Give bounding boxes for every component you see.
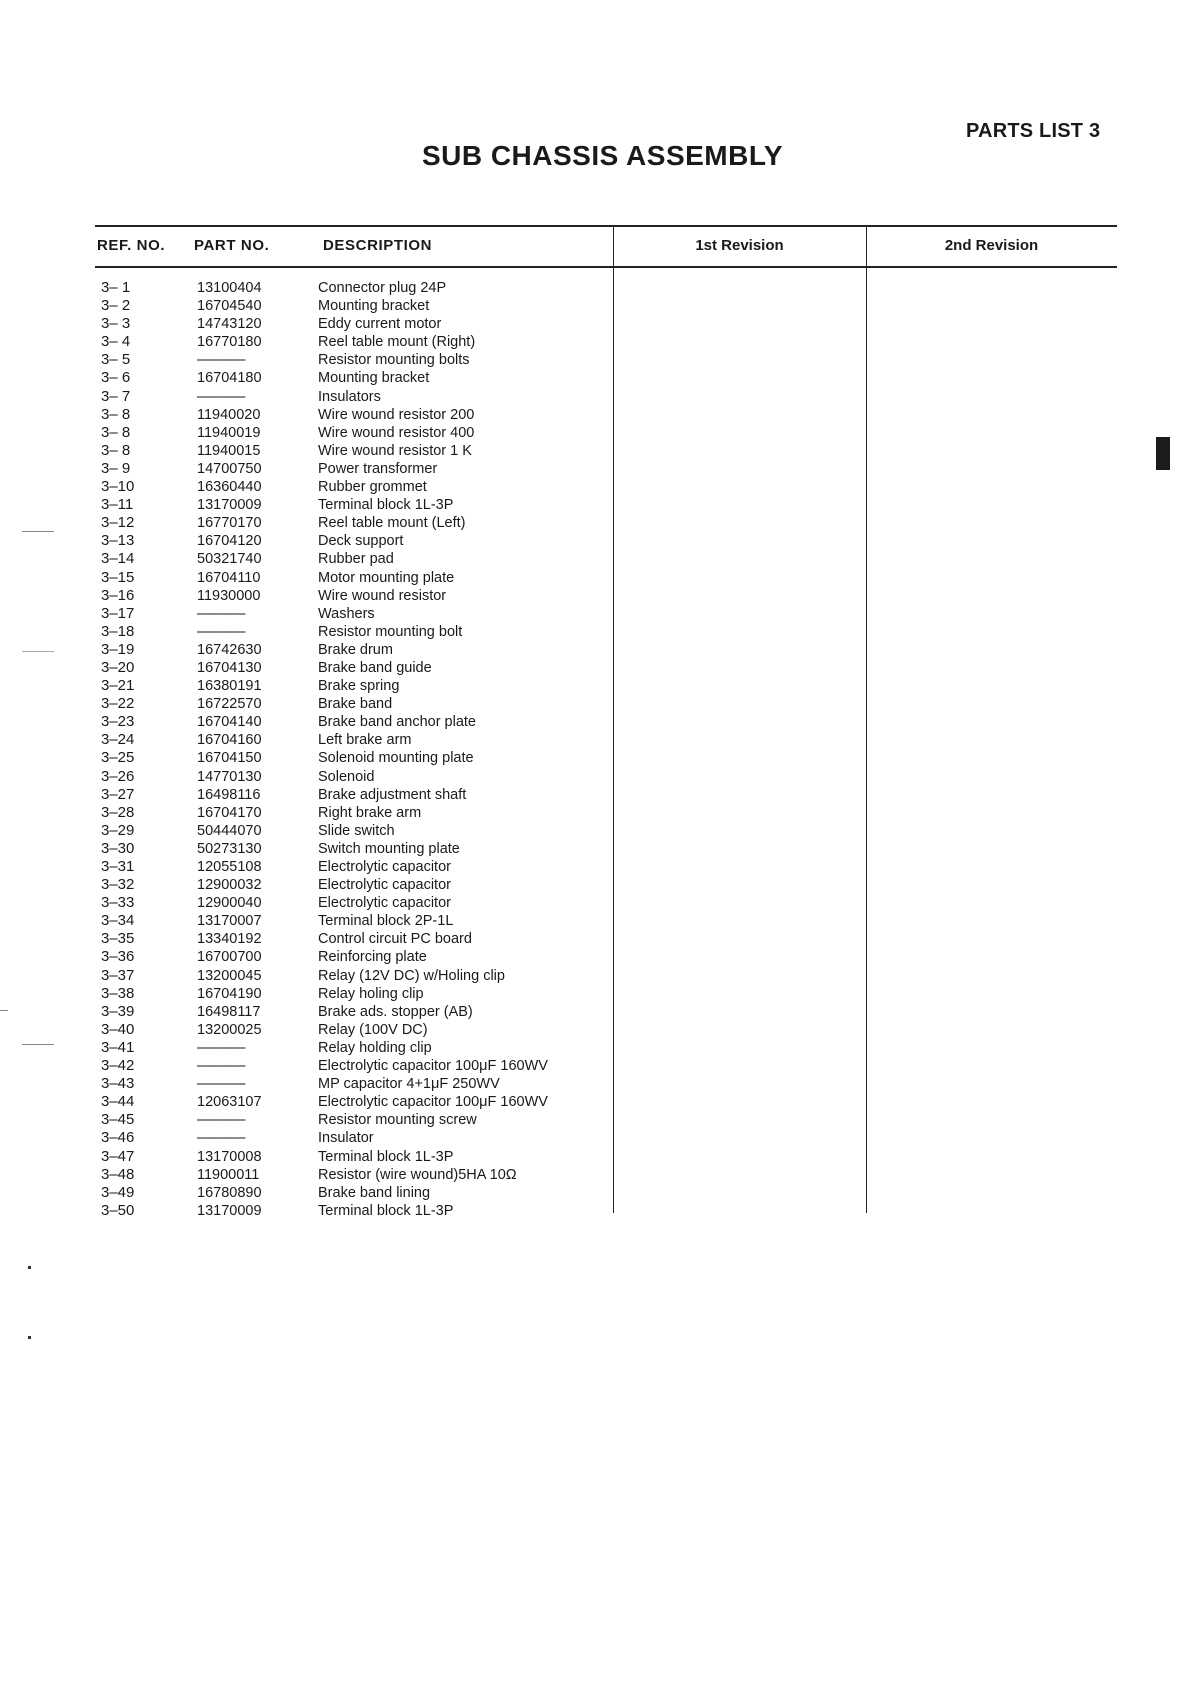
ref-no-cell: 3–34: [101, 912, 135, 930]
margin-mark: [22, 1044, 54, 1045]
table-row: [95, 1021, 613, 1039]
description-cell: Brake spring: [318, 678, 400, 695]
description-cell: Insulators: [318, 388, 381, 405]
table-row: [95, 731, 613, 749]
description-cell: Switch mounting plate: [318, 840, 460, 857]
part-no-cell: 12900032: [197, 877, 262, 894]
margin-mark: [22, 651, 54, 652]
column-header-part-no: PART NO.: [194, 237, 270, 254]
part-no-cell: ––––––: [197, 1130, 246, 1147]
ref-no-cell: 3–10: [101, 478, 135, 496]
description-cell: Left brake arm: [318, 732, 412, 749]
ref-no-cell: 3–38: [101, 984, 135, 1002]
part-no-cell: 13170008: [197, 1148, 262, 1165]
table-row: [95, 1166, 613, 1184]
part-no-cell: 11940020: [197, 406, 261, 423]
description-cell: Resistor mounting screw: [318, 1112, 477, 1129]
table-row: [95, 985, 613, 1003]
table-row: [95, 605, 613, 623]
revision-divider-2: [866, 225, 867, 1213]
description-cell: Brake band anchor plate: [318, 714, 476, 731]
ref-no-cell: 3– 3: [101, 315, 131, 333]
table-row: [95, 1093, 613, 1111]
table-row: [95, 297, 613, 315]
ref-no-cell: 3–32: [101, 876, 135, 894]
table-row: [95, 369, 613, 387]
part-no-cell: ––––––: [197, 352, 246, 369]
description-cell: Control circuit PC board: [318, 931, 472, 948]
description-cell: Rubber grommet: [318, 479, 427, 496]
description-cell: Connector plug 24P: [318, 280, 447, 296]
ref-no-cell: 3–42: [101, 1057, 135, 1075]
table-row: [95, 351, 613, 369]
table-row: [95, 388, 613, 406]
part-no-cell: 14770130: [197, 768, 262, 785]
part-no-cell: 12900040: [197, 895, 262, 912]
table-row: [95, 840, 613, 858]
table-row: [95, 749, 613, 767]
ref-no-cell: 3–45: [101, 1111, 135, 1129]
ref-no-cell: 3–16: [101, 586, 135, 604]
part-no-cell: 16498117: [197, 1003, 261, 1020]
description-cell: Right brake arm: [318, 804, 422, 821]
table-row: [95, 695, 613, 713]
part-no-cell: 16704120: [197, 533, 262, 550]
page-title: SUB CHASSIS ASSEMBLY: [421, 140, 784, 171]
ref-no-cell: 3–19: [101, 640, 135, 658]
table-top-rule: [95, 225, 1117, 227]
margin-mark: [22, 531, 54, 532]
part-no-cell: 13170007: [197, 913, 262, 930]
table-row: [95, 532, 613, 550]
ref-no-cell: 3–40: [101, 1020, 135, 1038]
ref-no-cell: 3–24: [101, 731, 135, 749]
description-cell: Mounting bracket: [318, 298, 430, 315]
part-no-cell: 11940015: [197, 442, 261, 459]
description-cell: Solenoid mounting plate: [318, 750, 474, 767]
part-no-cell: 16704140: [197, 714, 262, 731]
description-cell: Resistor mounting bolts: [318, 352, 470, 369]
description-cell: Electrolytic capacitor 100μF 160WV: [318, 1058, 548, 1075]
description-cell: Solenoid: [318, 768, 375, 785]
table-row: [95, 478, 613, 496]
ref-no-cell: 3–26: [101, 767, 135, 785]
description-cell: Mounting bracket: [318, 370, 430, 387]
column-header-description: DESCRIPTION: [323, 237, 433, 254]
description-cell: Terminal block 1L-3P: [318, 497, 454, 514]
part-no-cell: 11940019: [197, 424, 261, 441]
part-no-cell: 13170009: [197, 1202, 262, 1219]
table-row: [95, 442, 613, 460]
table-row: [95, 641, 613, 659]
description-cell: Brake band: [318, 696, 393, 713]
table-row: [95, 279, 613, 297]
table-row: [95, 496, 613, 514]
table-row: [95, 315, 613, 333]
ref-no-cell: 3– 7: [101, 387, 131, 405]
description-cell: Brake band guide: [318, 659, 432, 676]
table-row: [95, 677, 613, 695]
ref-no-cell: 3–12: [101, 514, 135, 532]
ref-no-cell: 3–23: [101, 713, 135, 731]
description-cell: Brake band lining: [318, 1184, 431, 1201]
ref-no-cell: 3–35: [101, 930, 135, 948]
table-row: [95, 768, 613, 786]
description-cell: Terminal block 2P-1L: [318, 913, 454, 930]
table-row: [95, 550, 613, 568]
table-row: [95, 858, 613, 876]
ref-no-cell: 3–21: [101, 677, 135, 695]
ref-no-cell: 3– 8: [101, 405, 131, 423]
ref-no-cell: 3–28: [101, 803, 135, 821]
part-no-cell: 11930000: [197, 587, 261, 604]
description-cell: Electrolytic capacitor: [318, 895, 451, 912]
part-no-cell: 16704150: [197, 750, 262, 767]
ref-no-cell: 3–39: [101, 1002, 135, 1020]
description-cell: Relay holding clip: [318, 1039, 432, 1056]
ref-no-cell: 3–41: [101, 1038, 135, 1056]
table-row: [95, 1075, 613, 1093]
part-no-cell: ––––––: [197, 388, 246, 405]
table-header-rule: [95, 266, 1117, 268]
part-no-cell: 16380191: [197, 678, 262, 695]
part-no-cell: ––––––: [197, 1112, 246, 1129]
ref-no-cell: 3–11: [101, 496, 134, 514]
ref-no-cell: 3– 8: [101, 423, 131, 441]
ref-no-cell: 3–30: [101, 839, 135, 857]
part-no-cell: 14743120: [197, 316, 262, 333]
section-tab-marker: [1156, 437, 1170, 470]
table-row: [95, 659, 613, 677]
ref-no-cell: 3– 8: [101, 441, 131, 459]
table-row: [95, 1184, 613, 1202]
ref-no-cell: 3–22: [101, 695, 135, 713]
description-cell: Brake ads. stopper (AB): [318, 1003, 473, 1020]
revision-divider-1: [613, 225, 614, 1213]
ref-no-cell: 3– 2: [101, 297, 131, 315]
part-no-cell: 13340192: [197, 931, 262, 948]
table-row: [95, 1111, 613, 1129]
description-cell: Wire wound resistor 400: [318, 424, 475, 441]
table-row: [95, 876, 613, 894]
ref-no-cell: 3–25: [101, 749, 135, 767]
part-no-cell: ––––––: [197, 623, 246, 640]
description-cell: Eddy current motor: [318, 316, 442, 333]
ref-no-cell: 3–49: [101, 1183, 135, 1201]
part-no-cell: ––––––: [197, 1076, 246, 1093]
table-row: [95, 1148, 613, 1166]
description-cell: Reinforcing plate: [318, 949, 427, 966]
ref-no-cell: 3–46: [101, 1129, 135, 1147]
ref-no-cell: 3–48: [101, 1165, 135, 1183]
ref-no-cell: 3–31: [101, 858, 135, 875]
description-cell: Relay (100V DC): [318, 1021, 428, 1038]
ref-no-cell: 3– 4: [101, 333, 131, 351]
column-header-1st-revision: 1st Revision: [695, 237, 784, 254]
description-cell: Washers: [318, 605, 375, 622]
table-row: [95, 623, 613, 641]
description-cell: Wire wound resistor 200: [318, 406, 475, 423]
ref-no-cell: 3–50: [101, 1201, 135, 1219]
table-row: [95, 587, 613, 605]
column-header-2nd-revision: 2nd Revision: [944, 237, 1039, 254]
ref-no-cell: 3–13: [101, 532, 135, 550]
part-no-cell: ––––––: [197, 605, 246, 622]
ref-no-cell: 3–18: [101, 622, 135, 640]
description-cell: Relay (12V DC) w/Holing clip: [318, 967, 505, 984]
table-row: [95, 460, 613, 478]
description-cell: Insulator: [318, 1130, 374, 1147]
description-cell: Relay holing clip: [318, 985, 424, 1002]
description-cell: Reel table mount (Left): [318, 515, 466, 532]
part-no-cell: 16704110: [197, 569, 261, 586]
part-no-cell: 11900011: [197, 1166, 260, 1183]
part-no-cell: 16770180: [197, 334, 262, 351]
description-cell: Wire wound resistor: [318, 587, 447, 604]
description-cell: Motor mounting plate: [318, 569, 455, 586]
part-no-cell: 16770170: [197, 515, 262, 532]
table-row: [95, 713, 613, 731]
description-cell: Power transformer: [318, 460, 438, 477]
description-cell: Rubber pad: [318, 551, 394, 568]
part-no-cell: 50321740: [197, 551, 262, 568]
ref-no-cell: 3–17: [101, 604, 135, 622]
table-row: [95, 424, 613, 442]
description-cell: Reel table mount (Right): [318, 334, 476, 351]
ref-no-cell: 3–43: [101, 1075, 135, 1093]
ref-no-cell: 3–47: [101, 1147, 135, 1165]
part-no-cell: 16360440: [197, 479, 262, 496]
description-cell: Electrolytic capacitor: [318, 877, 451, 894]
part-no-cell: 16704540: [197, 298, 262, 315]
part-no-cell: 12055108: [197, 859, 262, 875]
ref-no-cell: 3–36: [101, 948, 135, 966]
part-no-cell: 14700750: [197, 460, 262, 477]
table-row: [95, 406, 613, 424]
parts-table: [95, 225, 1117, 1219]
part-no-cell: 16742630: [197, 641, 262, 658]
description-cell: Resistor mounting bolt: [318, 623, 463, 640]
table-row: [95, 967, 613, 985]
description-cell: Brake drum: [318, 641, 393, 658]
part-no-cell: 50444070: [197, 822, 262, 839]
description-cell: Electrolytic capacitor 100μF 160WV: [318, 1094, 548, 1111]
part-no-cell: 13170009: [197, 497, 262, 514]
table-row: [95, 894, 613, 912]
part-no-cell: ––––––: [197, 1058, 246, 1075]
ref-no-cell: 3–27: [101, 785, 135, 803]
table-row: [95, 912, 613, 930]
ref-no-cell: 3–33: [101, 894, 135, 912]
description-cell: Resistor (wire wound)5HA 10Ω: [318, 1166, 517, 1183]
table-row: [95, 804, 613, 822]
description-cell: Terminal block 1L-3P: [318, 1202, 454, 1219]
part-no-cell: ––––––: [197, 1039, 246, 1056]
description-cell: MP capacitor 4+1μF 250WV: [318, 1076, 500, 1093]
part-no-cell: 16704160: [197, 732, 262, 749]
margin-mark: [0, 1010, 8, 1011]
table-row: [95, 1003, 613, 1021]
description-cell: Brake adjustment shaft: [318, 786, 467, 803]
ref-no-cell: 3– 5: [101, 351, 131, 369]
description-cell: Slide switch: [318, 822, 395, 839]
ref-no-cell: 3–29: [101, 821, 135, 839]
table-row: [95, 786, 613, 804]
ref-no-cell: 3–20: [101, 658, 135, 676]
part-no-cell: 12063107: [197, 1094, 262, 1111]
table-row: [95, 930, 613, 948]
page-tag: PARTS LIST 3: [966, 120, 1101, 142]
part-no-cell: 16704130: [197, 659, 262, 676]
ref-no-cell: 3–15: [101, 568, 135, 586]
part-no-cell: 16780890: [197, 1184, 262, 1201]
margin-mark: [28, 1266, 31, 1269]
description-cell: Electrolytic capacitor: [318, 859, 451, 875]
parts-rows: [95, 279, 613, 1220]
table-row: [95, 822, 613, 840]
table-row: [95, 1129, 613, 1147]
table-row: [95, 514, 613, 532]
table-row: [95, 333, 613, 351]
description-cell: Deck support: [318, 533, 404, 550]
part-no-cell: 13200045: [197, 967, 262, 984]
ref-no-cell: 3–37: [101, 966, 135, 984]
ref-no-cell: 3– 1: [101, 279, 131, 296]
table-row: [95, 569, 613, 587]
ref-no-cell: 3–44: [101, 1093, 135, 1111]
part-no-cell: 16700700: [197, 949, 262, 966]
part-no-cell: 50273130: [197, 840, 262, 857]
margin-mark: [28, 1336, 31, 1339]
column-header-ref-no: REF. NO.: [97, 237, 166, 254]
part-no-cell: 16704180: [197, 370, 262, 387]
ref-no-cell: 3– 6: [101, 369, 131, 387]
part-no-cell: 16498116: [197, 786, 261, 803]
table-row: [95, 1202, 613, 1220]
description-cell: Terminal block 1L-3P: [318, 1148, 454, 1165]
part-no-cell: 13100404: [197, 280, 262, 296]
ref-no-cell: 3– 9: [101, 459, 131, 477]
table-row: [95, 948, 613, 966]
table-row: [95, 1039, 613, 1057]
part-no-cell: 16704190: [197, 985, 262, 1002]
part-no-cell: 16722570: [197, 696, 262, 713]
ref-no-cell: 3–14: [101, 550, 135, 568]
description-cell: Wire wound resistor 1 K: [318, 442, 472, 459]
table-row: [95, 1057, 613, 1075]
part-no-cell: 16704170: [197, 804, 262, 821]
part-no-cell: 13200025: [197, 1021, 262, 1038]
